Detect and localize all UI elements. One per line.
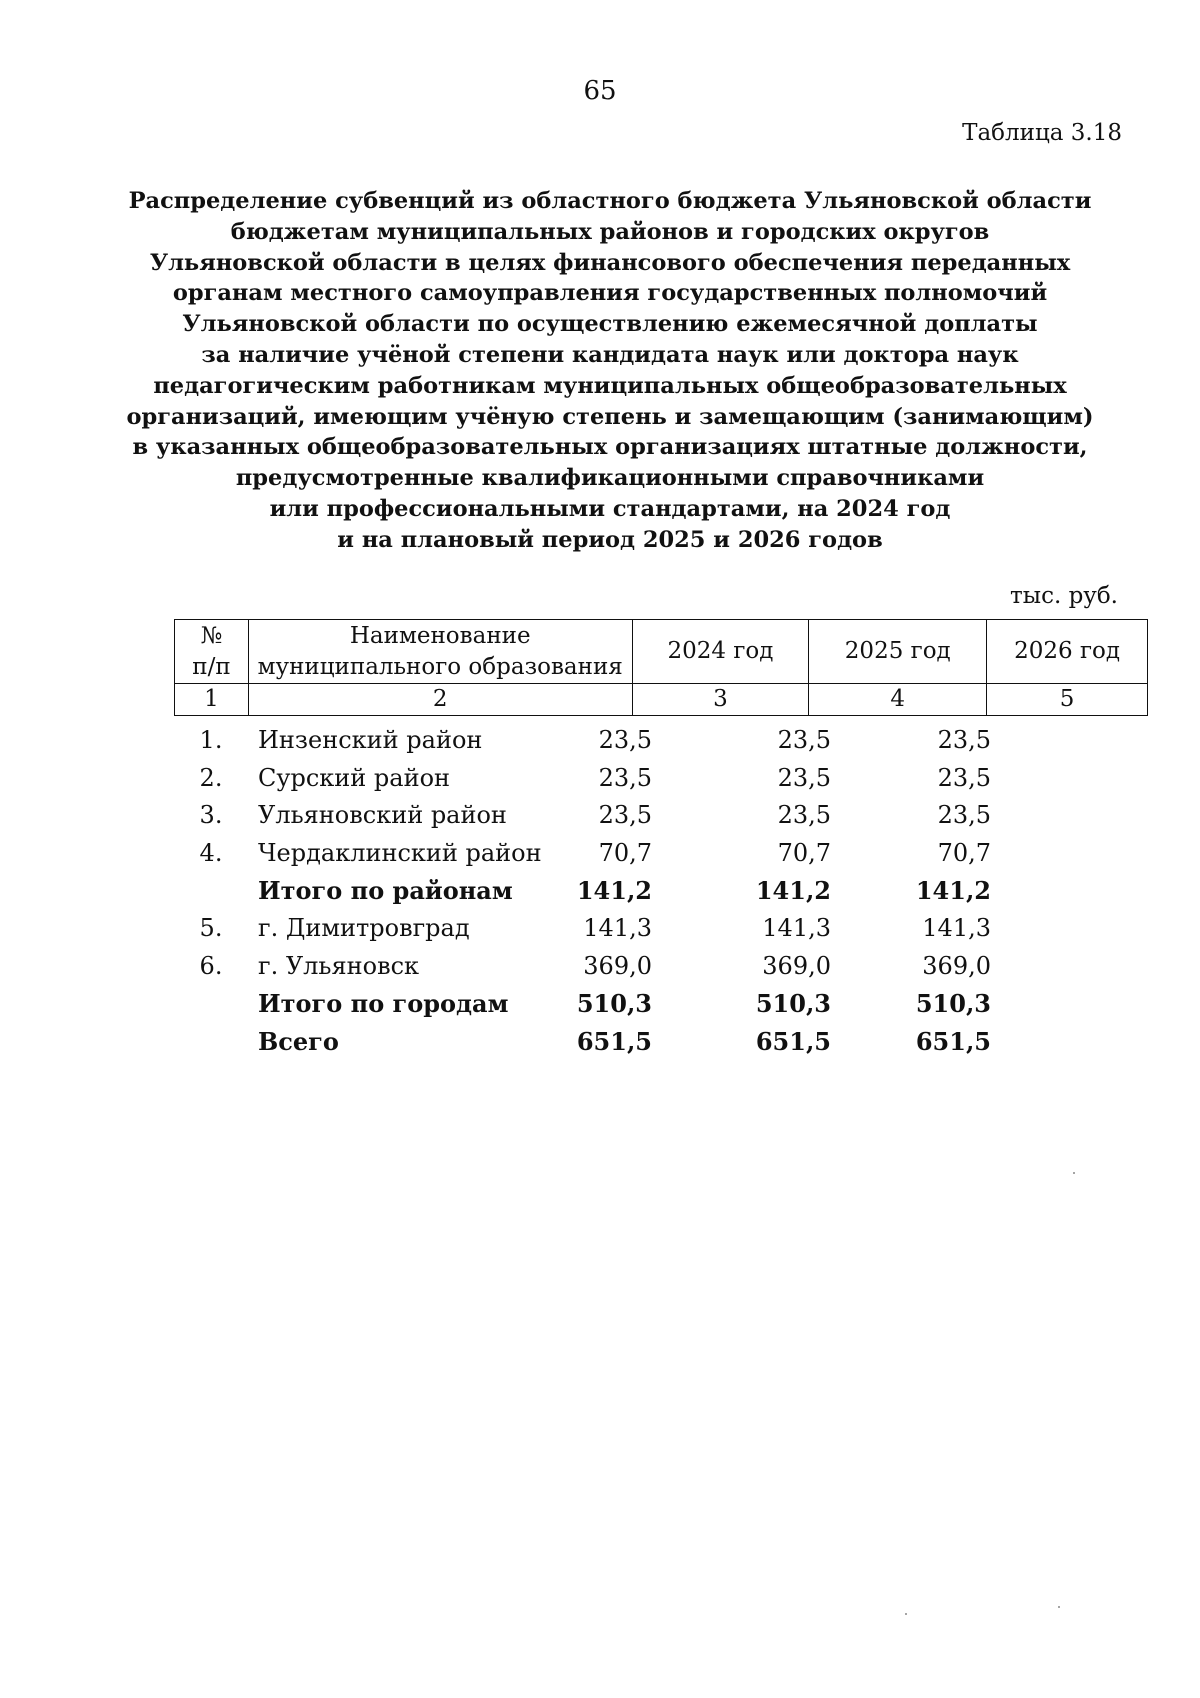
row-value-2024: 651,5 bbox=[576, 1026, 652, 1056]
table-row bbox=[174, 722, 1148, 760]
row-value-2026: 510,3 bbox=[915, 989, 991, 1019]
title-line: Распределение субвенций из областного бюджета Ульяновской области bbox=[128, 188, 1092, 214]
row-value-2024: 23,5 bbox=[598, 726, 652, 754]
title-line: организаций, имеющим учёную степень и замещающим (занимающим) bbox=[126, 403, 1094, 430]
row-value-2025: 23,5 bbox=[777, 801, 831, 830]
column-number-row bbox=[175, 684, 1148, 716]
column-number: 1 bbox=[175, 684, 249, 716]
row-name: Итого по районам bbox=[258, 876, 513, 906]
row-value-2026: 141,2 bbox=[915, 876, 991, 906]
column-number: 3 bbox=[632, 684, 809, 716]
page-number: 65 bbox=[583, 76, 617, 106]
table-row-subtotal bbox=[174, 872, 1148, 910]
scan-speck bbox=[905, 1613, 907, 1615]
title-line: или профессиональными стандартами, на 2024 год bbox=[269, 495, 951, 522]
row-value-2025: 369,0 bbox=[762, 951, 831, 980]
title-line: за наличие учёной степени кандидата наук или доктора наук bbox=[201, 341, 1019, 368]
header-num-line2: п/п bbox=[192, 653, 231, 680]
row-value-2025: 141,3 bbox=[762, 913, 831, 942]
row-number: 5. bbox=[199, 913, 223, 942]
document-title bbox=[110, 186, 1110, 556]
table-row-total bbox=[174, 1023, 1148, 1061]
row-value-2024: 23,5 bbox=[598, 763, 652, 792]
row-value-2025: 23,5 bbox=[777, 726, 831, 754]
title-line: Ульяновской области в целях финансового обеспечения переданных bbox=[149, 249, 1071, 276]
row-name: г. Ульяновск bbox=[258, 951, 420, 980]
title-line: и на плановый период 2025 и 2026 годов bbox=[337, 526, 883, 553]
row-value-2024: 70,7 bbox=[598, 838, 652, 867]
row-value-2025: 70,7 bbox=[777, 838, 831, 867]
table-row bbox=[174, 910, 1148, 948]
row-value-2025: 651,5 bbox=[755, 1026, 831, 1056]
table-row bbox=[174, 797, 1148, 835]
header-2026: 2026 год bbox=[987, 620, 1148, 684]
row-value-2024: 369,0 bbox=[583, 951, 652, 980]
row-name: Всего bbox=[258, 1026, 339, 1056]
row-value-2026: 23,5 bbox=[937, 726, 991, 754]
row-number: 2. bbox=[199, 763, 223, 792]
title-line: педагогическим работникам муниципальных общеобразовательных bbox=[153, 372, 1067, 399]
row-name: Чердаклинский район bbox=[258, 838, 542, 867]
row-number: 6. bbox=[199, 951, 223, 980]
table-row-subtotal bbox=[174, 985, 1148, 1023]
header-2024: 2024 год bbox=[632, 620, 809, 684]
header-name-line1: Наименование bbox=[349, 622, 531, 649]
row-value-2026: 141,3 bbox=[922, 913, 991, 942]
column-number: 5 bbox=[987, 684, 1148, 716]
row-value-2024: 23,5 bbox=[598, 801, 652, 830]
row-name: г. Димитровград bbox=[258, 913, 470, 942]
row-value-2026: 369,0 bbox=[922, 951, 991, 980]
header-2025: 2025 год bbox=[809, 620, 987, 684]
header-num bbox=[175, 620, 249, 684]
table-row bbox=[174, 835, 1148, 873]
header-name bbox=[248, 620, 632, 684]
row-value-2026: 23,5 bbox=[937, 763, 991, 792]
title-line: в указанных общеобразовательных организациях штатные должности, bbox=[132, 434, 1088, 461]
row-name: Сурский район bbox=[258, 763, 451, 792]
units-label: тыс. руб. bbox=[1010, 583, 1118, 609]
row-value-2024: 510,3 bbox=[576, 989, 652, 1019]
title-line: бюджетам муниципальных районов и городских округов bbox=[230, 218, 990, 245]
row-value-2026: 23,5 bbox=[937, 801, 991, 830]
row-number: 3. bbox=[199, 801, 223, 830]
column-number: 2 bbox=[248, 684, 632, 716]
header-name-line2: муниципального образования bbox=[257, 653, 623, 680]
table-header bbox=[174, 619, 1148, 716]
row-number: 1. bbox=[199, 726, 223, 754]
row-value-2024: 141,2 bbox=[576, 876, 652, 906]
row-name: Итого по городам bbox=[258, 989, 509, 1019]
row-name: Ульяновский район bbox=[258, 801, 507, 830]
table-row bbox=[174, 948, 1148, 986]
table-row bbox=[174, 760, 1148, 798]
row-value-2024: 141,3 bbox=[583, 913, 652, 942]
row-number: 4. bbox=[199, 838, 223, 867]
title-line: Ульяновской области по осуществлению ежемесячной доплаты bbox=[182, 311, 1038, 338]
header-row bbox=[175, 620, 1148, 684]
row-value-2026: 70,7 bbox=[937, 838, 991, 867]
table-body bbox=[174, 722, 1148, 1060]
scan-speck bbox=[1073, 1172, 1075, 1174]
row-value-2025: 510,3 bbox=[755, 989, 831, 1019]
row-value-2026: 651,5 bbox=[915, 1026, 991, 1056]
table-label: Таблица 3.18 bbox=[962, 120, 1122, 146]
header-num-line1: № bbox=[200, 622, 223, 649]
row-name: Инзенский район bbox=[258, 726, 483, 754]
scan-speck bbox=[1058, 1606, 1060, 1608]
column-number: 4 bbox=[809, 684, 987, 716]
title-line: органам местного самоуправления государственных полномочий bbox=[172, 280, 1048, 307]
row-value-2025: 23,5 bbox=[777, 763, 831, 792]
title-line: предусмотренные квалификационными справочниками bbox=[235, 465, 985, 492]
row-value-2025: 141,2 bbox=[755, 876, 831, 906]
